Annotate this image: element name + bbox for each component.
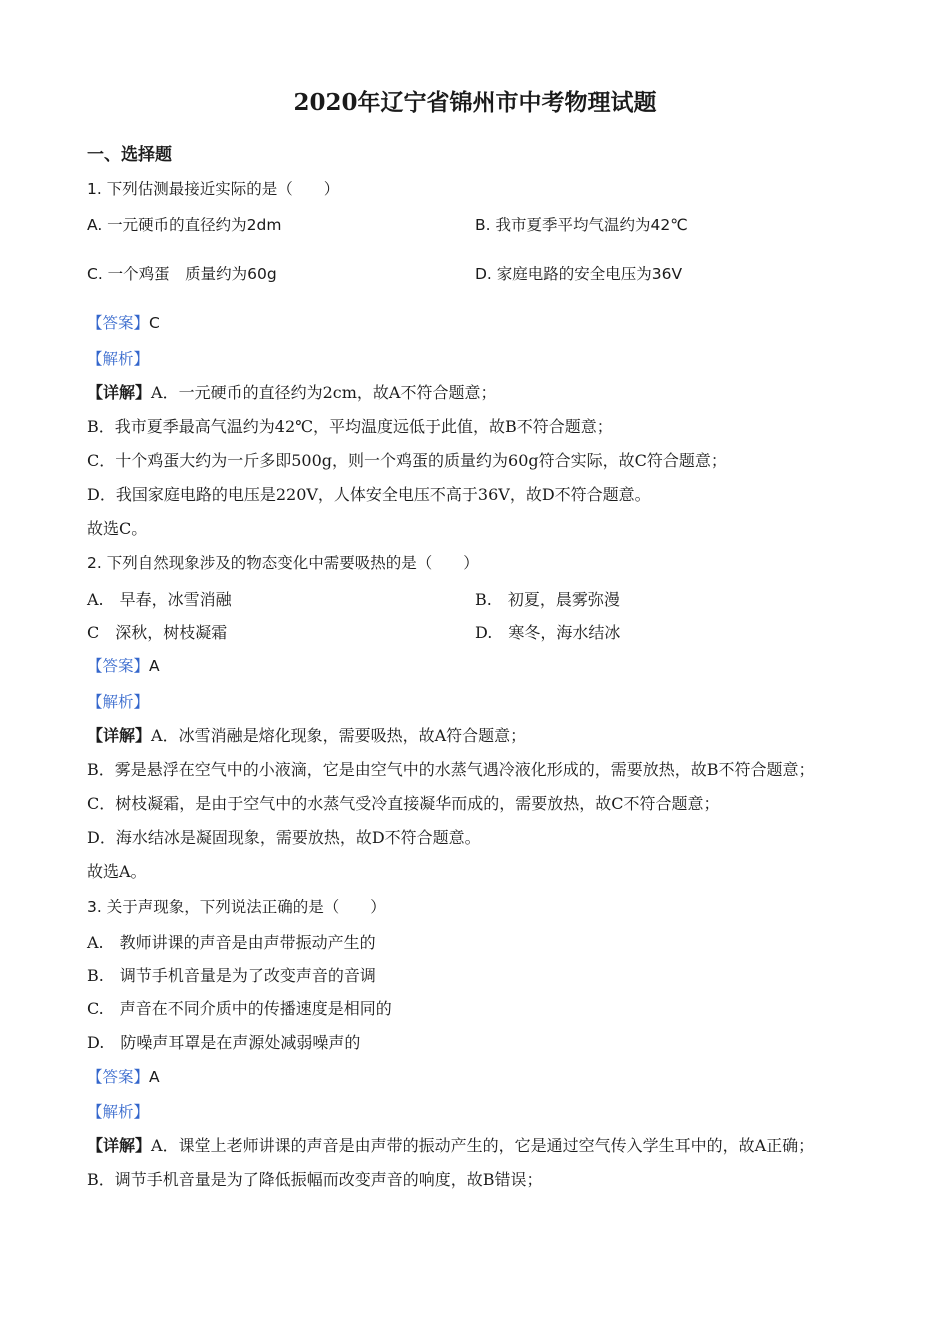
answer-value: C <box>149 314 160 332</box>
q1-detail-line: C．十个鸡蛋大约为一斤多即500g，则一个鸡蛋的质量约为60g符合实际，故C符合题意； <box>87 451 727 470</box>
detail-tag: 【详解】 <box>87 726 152 745</box>
q1-conclusion: 故选C。 <box>87 519 148 538</box>
detail-tag: 【详解】 <box>87 1136 152 1155</box>
section-heading: 一、选择题 <box>87 145 172 165</box>
q2-detail-line: B．雾是悬浮在空气中的小液滴，它是由空气中的水蒸气遇冷液化形成的，需要放热，故B不符合题意； <box>87 760 815 779</box>
q1-option-d: D. 家庭电路的安全电压为36V <box>475 265 683 283</box>
q1-detail-line: D．我国家庭电路的电压是220V，人体安全电压不高于36V，故D不符合题意。 <box>87 485 651 504</box>
q2-answer <box>87 655 160 677</box>
q2-option-a: A. 早春，冰雪消融 <box>87 590 232 609</box>
answer-value: A <box>149 1068 160 1086</box>
q2-analysis-tag: 【解析】 <box>87 693 150 711</box>
answer-tag: 【答案】 <box>87 657 150 675</box>
q1-option-c: C. 一个鸡蛋 质量约为60g <box>87 265 277 283</box>
q1-detail-line <box>87 382 496 404</box>
q3-detail-line <box>87 1135 814 1157</box>
q3-detail-line: B．调节手机音量是为了降低振幅而改变声音的响度，故B错误； <box>87 1170 543 1189</box>
q1-analysis-tag: 【解析】 <box>87 350 150 368</box>
q3-option-d: D. 防噪声耳罩是在声源处减弱噪声的 <box>87 1033 361 1052</box>
page-title: 2020年辽宁省锦州市中考物理试题 <box>293 89 657 116</box>
q2-detail-line: C．树枝凝霜，是由于空气中的水蒸气受冷直接凝华而成的，需要放热，故C不符合题意； <box>87 794 720 813</box>
detail-tag: 【详解】 <box>87 383 152 402</box>
q3-option-c: C. 声音在不同介质中的传播速度是相同的 <box>87 999 392 1018</box>
q2-option-b: B. 初夏，晨雾弥漫 <box>475 590 620 609</box>
q1-detail-line: B．我市夏季最高气温约为42℃，平均温度远低于此值，故B不符合题意； <box>87 417 613 436</box>
q3-option-a: A. 教师讲课的声音是由声带振动产生的 <box>87 933 376 952</box>
q1-option-a: A. 一元硬币的直径约为2dm <box>87 216 282 234</box>
q2-conclusion: 故选A。 <box>87 862 147 881</box>
q1-stem: 1. 下列估测最接近实际的是（ ） <box>87 180 340 198</box>
detail-text: A．冰雪消融是熔化现象，需要吸热，故A符合题意； <box>151 726 527 745</box>
q1-option-b: B. 我市夏季平均气温约为42℃ <box>475 216 688 234</box>
q2-detail-line <box>87 725 526 747</box>
q1-answer <box>87 312 160 334</box>
answer-value: A <box>149 657 160 675</box>
detail-text: A．课堂上老师讲课的声音是由声带的振动产生的，它是通过空气传入学生耳中的，故A正确； <box>151 1136 815 1155</box>
q3-option-b: B. 调节手机音量是为了改变声音的音调 <box>87 966 376 985</box>
q3-answer <box>87 1066 160 1088</box>
answer-tag: 【答案】 <box>87 314 150 332</box>
q2-detail-line: D．海水结冰是凝固现象，需要放热，故D不符合题意。 <box>87 828 481 847</box>
q3-analysis-tag: 【解析】 <box>87 1103 150 1121</box>
detail-text: A．一元硬币的直径约为2cm，故A不符合题意； <box>151 383 497 402</box>
q2-option-c: C 深秋，树枝凝霜 <box>87 623 228 642</box>
q2-stem: 2. 下列自然现象涉及的物态变化中需要吸热的是（ ） <box>87 554 479 572</box>
q2-option-d: D. 寒冬，海水结冰 <box>475 623 621 642</box>
q3-stem: 3. 关于声现象，下列说法正确的是（ ） <box>87 898 386 916</box>
answer-tag: 【答案】 <box>87 1068 150 1086</box>
